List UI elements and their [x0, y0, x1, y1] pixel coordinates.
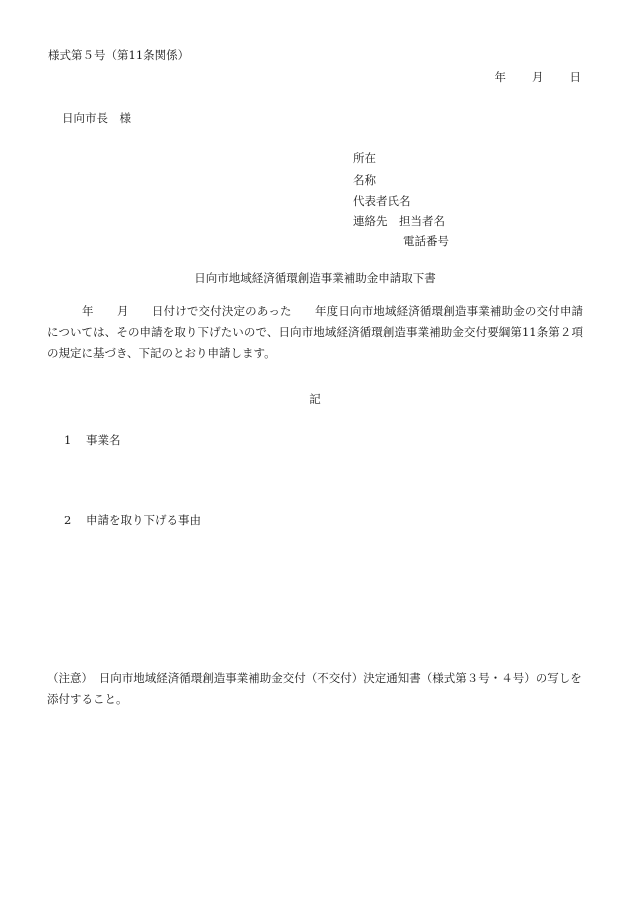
date-month: 月	[532, 70, 544, 84]
applicant-phone-label: 電話番号	[403, 234, 449, 248]
item-label: 申請を取り下げる事由	[86, 513, 201, 527]
date-day: 日	[569, 70, 581, 84]
applicant-contact-label: 連絡先 担当者名	[353, 214, 445, 228]
date-year: 年	[494, 70, 506, 84]
document-body: 年 月 日付けで交付決定のあった 年度日向市地域経済循環創造事業補助金の交付申請については、その申請を取り下げたいので、日向市地域経済循環創造事業補助金交付要綱第11条第２項の規定に基づき、下記のとおり申請します。	[47, 304, 583, 360]
addressee: 日向市長 様	[62, 111, 131, 125]
form-number: 様式第５号（第11条関係）	[48, 48, 190, 62]
item-number: 2	[64, 513, 72, 527]
date-line	[495, 69, 582, 85]
applicant-address-label: 所在	[353, 151, 376, 165]
document-title: 日向市地域経済循環創造事業補助金申請取下書	[194, 271, 436, 285]
item-project-name	[64, 432, 121, 448]
item-number: 1	[64, 433, 72, 447]
applicant-name-label: 名称	[353, 173, 376, 187]
item-withdrawal-reason	[64, 512, 201, 528]
note: （注意） 日向市地域経済循環創造事業補助金交付（不交付）決定通知書（様式第３号・４号）の写しを添付すること。	[47, 671, 582, 706]
item-label: 事業名	[86, 433, 121, 447]
ki-heading: 記	[309, 392, 321, 406]
applicant-representative-label: 代表者氏名	[353, 194, 411, 208]
